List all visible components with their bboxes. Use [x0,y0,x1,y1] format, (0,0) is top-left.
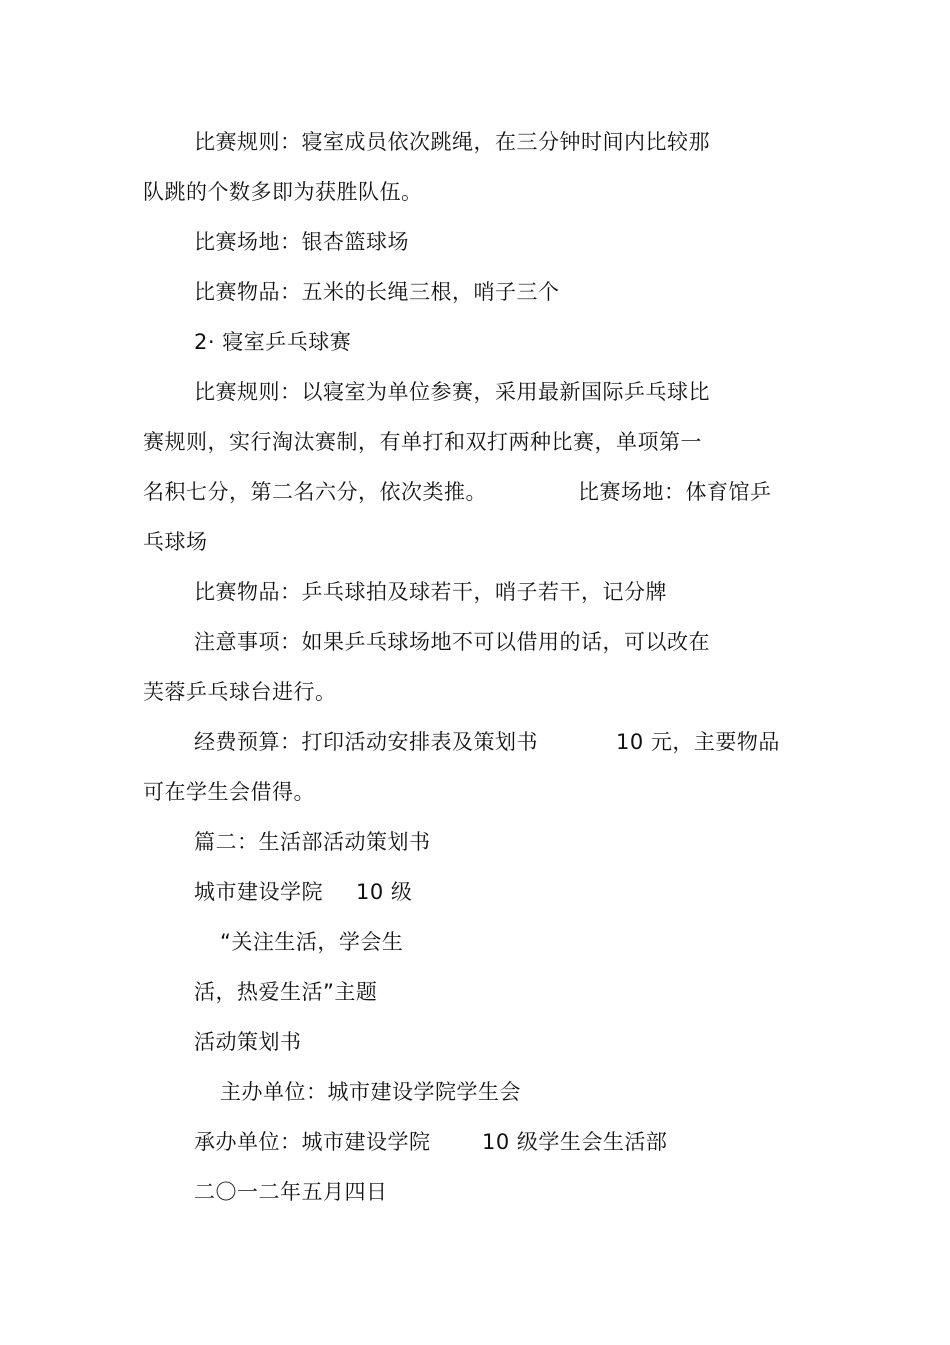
text-line: 赛规则，实行淘汰赛制，有单打和双打两种比赛，单项第一 [143,430,702,454]
date-line: 二〇一二年五月四日 [194,1180,388,1204]
text-line: 比赛物品：乒乓球拍及球若干，哨子若干，记分牌 [194,580,667,604]
text-line: 活，热爱生活”主题 [194,980,378,1004]
text-line: 比赛规则：寝室成员依次跳绳，在三分钟时间内比较那 [194,130,710,154]
text-line: 经费预算：打印活动安排表及策划书 [194,730,538,754]
text-line: 比赛物品：五米的长绳三根，哨子三个 [194,280,560,304]
text-line: 10 级学生会生活部 [482,1130,668,1154]
text-line: 城市建设学院 [194,880,323,904]
text-line: 比赛规则：以寝室为单位参赛，采用最新国际乒乓球比 [194,380,710,404]
text-line: 10 级 [356,880,413,904]
text-line: 承办单位：城市建设学院 [194,1130,431,1154]
text-line: 乓球场 [143,530,208,554]
text-line: 队跳的个数多即为获胜队伍。 [143,180,423,204]
text-line: 名积七分，第二名六分，依次类推。 [143,480,487,504]
text-line: 10 元，主要物品 [616,730,780,754]
text-line: 芙蓉乒乓球台进行。 [143,680,337,704]
section-heading: 篇二：生活部活动策划书 [194,830,431,854]
text-line: 主办单位：城市建设学院学生会 [220,1080,521,1104]
text-line: 活动策划书 [194,1030,302,1054]
text-line: “关注生活，学会生 [220,930,404,954]
text-line: 注意事项：如果乒乓球场地不可以借用的话，可以改在 [194,630,710,654]
section-heading: 2· 寝室乒乓球赛 [194,330,352,354]
text-line: 比赛场地：体育馆乒 [578,480,772,504]
text-line: 比赛场地：银杏篮球场 [194,230,409,254]
text-line: 可在学生会借得。 [143,780,315,804]
